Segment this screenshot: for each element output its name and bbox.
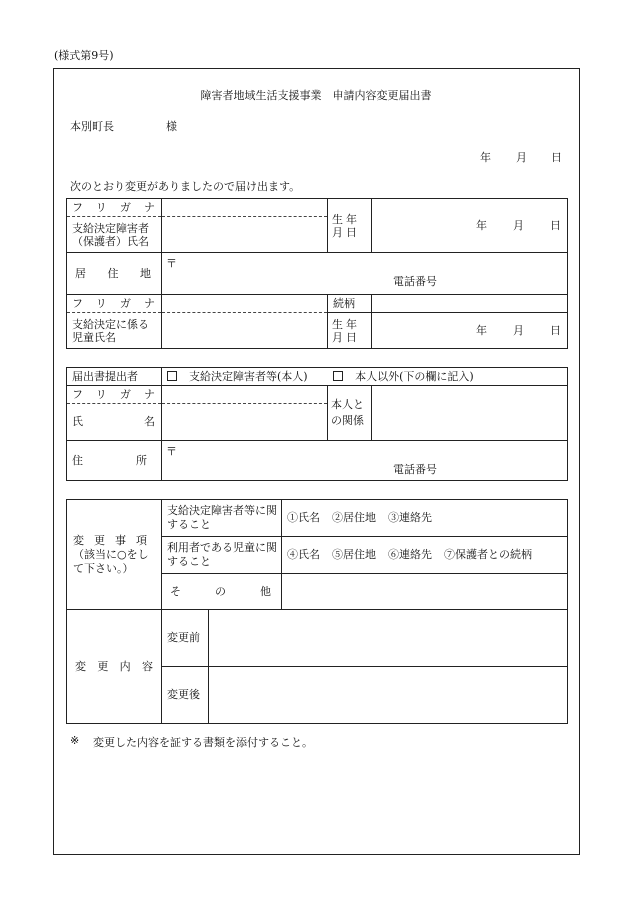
- birth-day: 日: [550, 218, 561, 232]
- after-field[interactable]: [209, 667, 568, 724]
- option-other[interactable]: [333, 370, 474, 383]
- address-label: 居住地: [67, 253, 162, 295]
- child-name-label-text: 支給決定に係る児童氏名: [72, 317, 149, 344]
- row2-options: [282, 537, 568, 574]
- option-self-text: 支給決定障害者等(本人): [189, 369, 308, 383]
- change-items-note: （該当に○をして下さい。）: [73, 547, 149, 575]
- child-birth-label-text: 生年月日: [332, 317, 360, 344]
- recipient-address-field[interactable]: [162, 253, 568, 295]
- option-name-4[interactable]: ④氏名: [287, 548, 320, 561]
- checkbox-self[interactable]: [167, 371, 177, 381]
- furigana-label: フリガナ: [67, 199, 162, 217]
- submitter-label: 届出書提出者: [67, 368, 162, 386]
- submitter-name-label: 氏名: [67, 404, 162, 441]
- option-name-1[interactable]: ①氏名: [287, 511, 320, 524]
- child-relation-field[interactable]: [372, 295, 568, 313]
- recipient-name-field[interactable]: [162, 217, 328, 253]
- recipient-name-label: [67, 217, 162, 253]
- submitter-postal-mark: 〒: [166, 445, 177, 458]
- child-birth-year: 年: [476, 323, 487, 337]
- birth-month: 月: [513, 218, 524, 232]
- change-content-label: 変更内容: [67, 610, 162, 724]
- submitter-furigana-field[interactable]: [162, 386, 328, 404]
- birth-year: 年: [476, 218, 487, 232]
- option-address-5[interactable]: ⑤居住地: [332, 548, 376, 561]
- header-date-year: 年: [480, 151, 491, 164]
- option-relation-7[interactable]: ⑦保護者との続柄: [444, 548, 532, 561]
- submitter-relation-text: 本人との関係: [331, 398, 364, 427]
- row1-label-text: 支給決定障害者等に関すること: [167, 504, 277, 531]
- row2-label-text: 利用者である児童に関すること: [167, 541, 277, 568]
- submitter-address-label: 住所: [67, 441, 162, 481]
- option-address-2[interactable]: ②居住地: [332, 511, 376, 524]
- recipient-table: [66, 198, 568, 349]
- child-furigana-field[interactable]: [162, 295, 328, 313]
- other-field[interactable]: [282, 574, 568, 610]
- submitter-relation-label: [328, 386, 372, 441]
- change-table: [66, 499, 568, 724]
- before-label: 変更前: [162, 610, 209, 667]
- option-self[interactable]: [167, 370, 308, 383]
- row1-label: [162, 500, 282, 537]
- relation-label: 続柄: [328, 295, 372, 313]
- before-field[interactable]: [209, 610, 568, 667]
- option-other-text: 本人以外(下の欄に記入): [355, 369, 474, 383]
- submitter-phone-label: 電話番号: [393, 463, 437, 476]
- submitter-options: [162, 368, 568, 386]
- option-contact-6[interactable]: ⑥連絡先: [388, 548, 432, 561]
- birth-label: [328, 199, 372, 253]
- header-date-day: 日: [551, 151, 562, 164]
- phone-label: 電話番号: [393, 275, 437, 288]
- row2-label: [162, 537, 282, 574]
- addressee-honorific: 様: [166, 120, 177, 133]
- submitter-relation-field[interactable]: [372, 386, 568, 441]
- birth-label-text: 生年月日: [332, 212, 360, 239]
- footnote-mark: ※: [70, 734, 80, 747]
- recipient-furigana-field[interactable]: [162, 199, 328, 217]
- child-birth-day: 日: [550, 323, 561, 337]
- checkbox-other[interactable]: [333, 371, 343, 381]
- intro-text: 次のとおり変更がありましたので届け出ます。: [70, 180, 301, 193]
- child-name-label: [67, 313, 162, 349]
- row1-options: [282, 500, 568, 537]
- change-items-title: 変更事項: [73, 533, 147, 547]
- footnote: 変更した内容を証する書類を添付すること。: [93, 736, 313, 749]
- child-furigana-label: フリガナ: [67, 295, 162, 313]
- option-contact-3[interactable]: ③連絡先: [388, 511, 432, 524]
- form-number: (様式第9号): [54, 49, 114, 62]
- recipient-name-label-text: 支給決定障害者（保護者）氏名: [72, 221, 149, 248]
- addressee-name: 本別町長: [70, 120, 114, 133]
- submitter-address-field[interactable]: [162, 441, 568, 481]
- submitter-table: [66, 367, 568, 481]
- after-label: 変更後: [162, 667, 209, 724]
- change-items-label: [67, 500, 162, 610]
- recipient-birthdate-field[interactable]: [372, 199, 568, 253]
- page-title: 障害者地域生活支援事業 申請内容変更届出書: [200, 89, 432, 102]
- child-birth-month: 月: [513, 323, 524, 337]
- child-name-field[interactable]: [162, 313, 328, 349]
- header-date-month: 月: [516, 151, 527, 164]
- child-birth-label: [328, 313, 372, 349]
- postal-mark: 〒: [166, 257, 177, 270]
- child-birthdate-field[interactable]: [372, 313, 568, 349]
- submitter-name-field[interactable]: [162, 404, 328, 441]
- row3-label: その他: [162, 574, 282, 610]
- submitter-furigana-label: フリガナ: [67, 386, 162, 404]
